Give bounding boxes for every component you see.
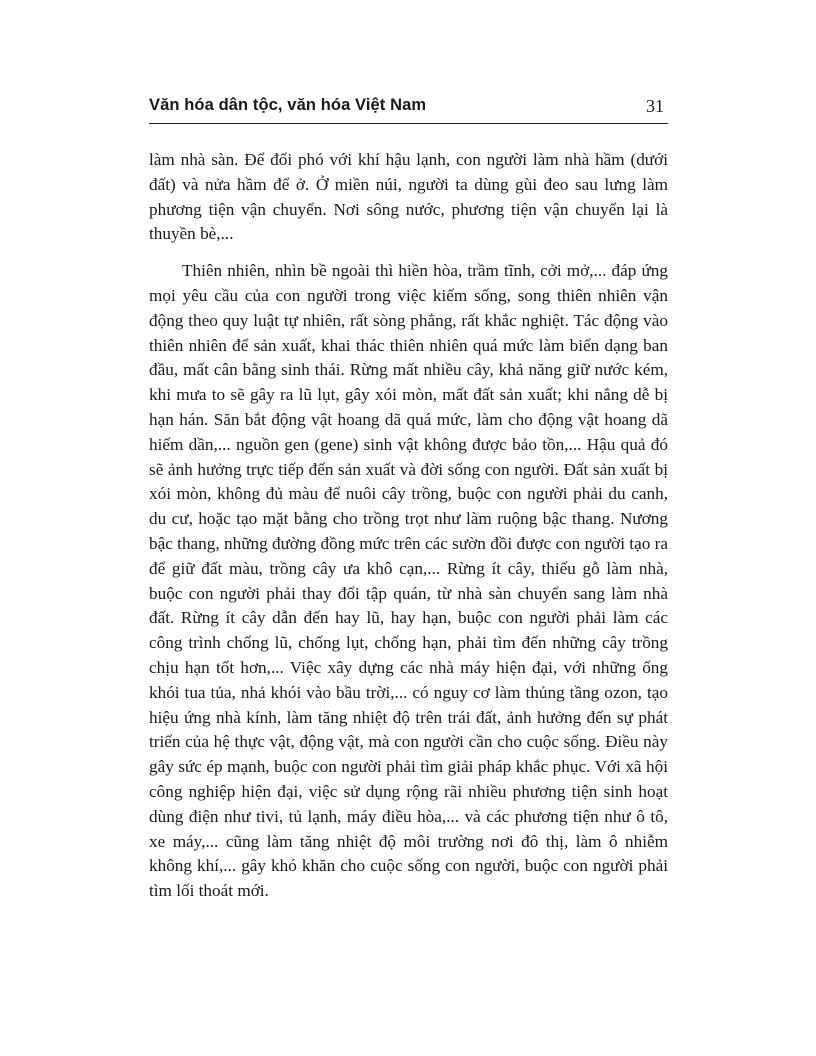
paragraph-nature-impact: Thiên nhiên, nhìn bề ngoài thì hiền hòa, trầm tĩnh, cởi mở,... đáp ứng mọi yêu cầu của con người trong việc kiếm sống, song thiên nhiên vận động theo quy luật tự nhiên, rất sòng phẳng, rất khắc nghiệt. Tác động vào thiên nhiên để sản xuất, khai thác thiên nhiên quá mức làm biến dạng ban đầu, mất cân bằng sinh thái. Rừng mất nhiều cây, khả năng giữ nước kém, khi mưa to sẽ gây ra lũ lụt, gây xói mòn, mất đất sản xuất; khi nắng dễ bị hạn hán. Săn bắt động vật hoang dã quá mức, làm cho động vật hoang dã hiếm dần,... nguồn gen (gene) sinh vật không được bảo tồn,... Hậu quả đó sẽ ảnh hưởng trực tiếp đến sản xuất và đời sống con người. Đất sản xuất bị xói mòn, không đủ màu để nuôi cây trồng, buộc con người phải du canh, du cư, hoặc tạo mặt bằng cho trồng trọt như làm ruộng bậc thang. Nương bậc thang, những đường đồng mức trên các sườn đồi được con người tạo ra để giữ đất màu, trồng cây ưa khô cạn,... Rừng ít cây, thiếu gỗ làm nhà, buộc con người phải thay đổi tập quán, từ nhà sàn chuyển sang làm nhà đất. Rừng ít cây dẫn đến hay lũ, hay hạn, buộc con người phải làm các công trình chống lũ, chống lụt, chống hạn, phải tìm đến những cây trồng chịu hạn tốt hơn,... Việc xây dựng các nhà máy hiện đại, với những ống khói tua tủa, nhả khói vào bầu trời,... có nguy cơ làm thủng tầng ozon, tạo hiệu ứng nhà kính, làm tăng nhiệt độ trên trái đất, ảnh hưởng đến sự phát triển của hệ thực vật, động vật, mà con người cần cho cuộc sống. Điều này gây sức ép mạnh, buộc con người phải tìm giải pháp khắc phục. Với xã hội công nghiệp hiện đại, việc sử dụng rộng rãi nhiều phương tiện sinh hoạt dùng điện như tivi, tủ lạnh, máy điều hòa,... và các phương tiện như ô tô, xe máy,... cũng làm tăng nhiệt độ môi trường nơi đô thị, làm ô nhiễm không khí,... gây khó khăn cho cuộc sống con người, buộc con người phải tìm lối thoát mới.	[149, 261, 668, 901]
running-header	[149, 93, 668, 124]
page-body	[149, 148, 668, 904]
running-header-title: Văn hóa dân tộc, văn hóa Việt Nam	[149, 96, 427, 114]
page-number: 31	[646, 96, 664, 116]
paragraph-continuation: làm nhà sàn. Để đối phó với khí hậu lạnh, con người làm nhà hầm (dưới đất) và nửa hầm để ở. Ở miền núi, người ta dùng gùi đeo sau lưng làm phương tiện vận chuyển. Nơi sông nước, phương tiện vận chuyển lại là thuyền bè,...	[149, 150, 668, 244]
